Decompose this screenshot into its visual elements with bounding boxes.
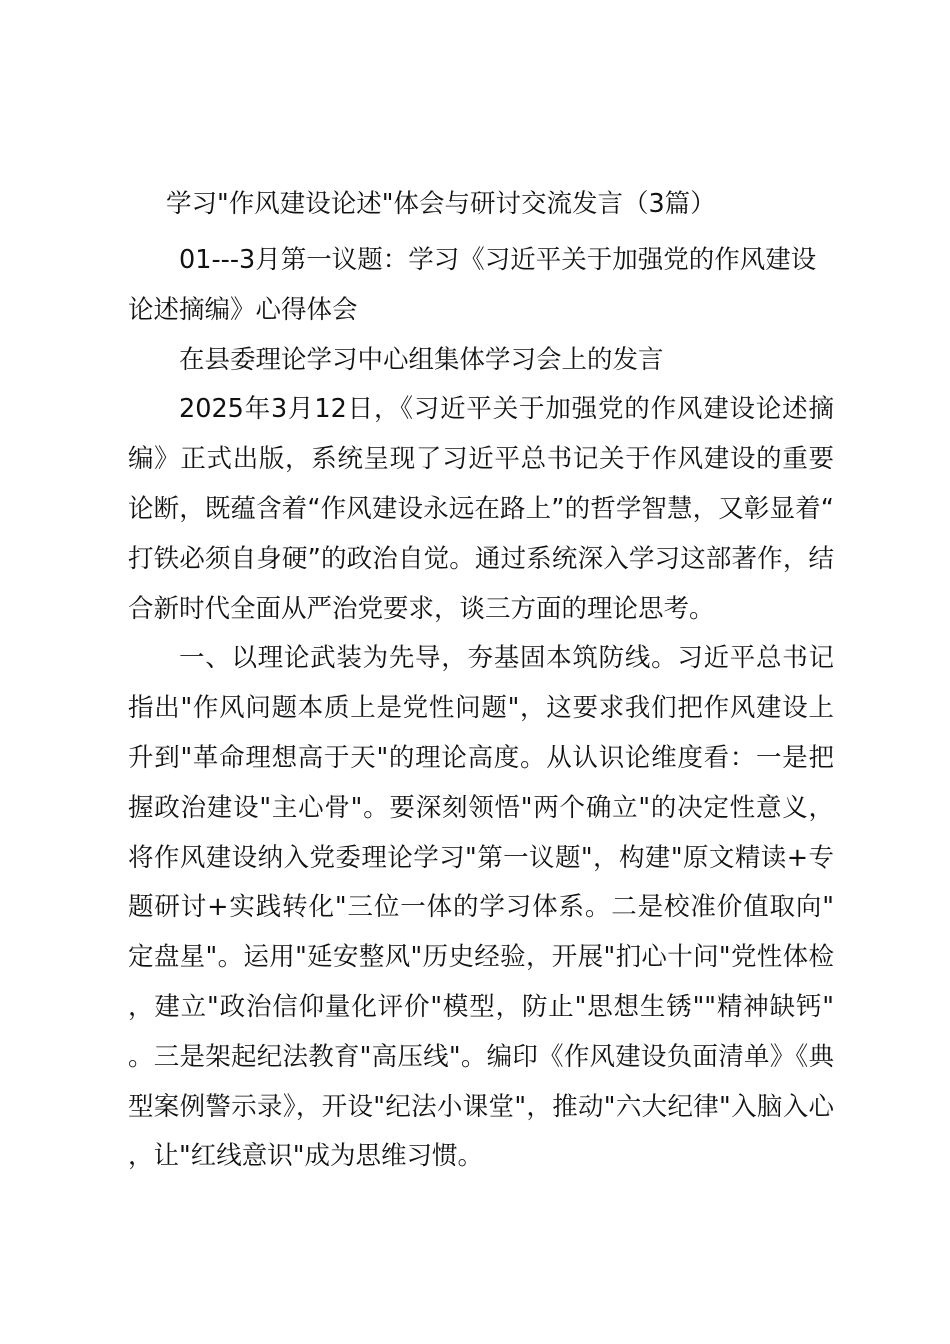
paragraph-introduction: 2025年3月12日，《习近平关于加强党的作风建设论述摘编》正式出版，系统呈现了习近平总书记关于作风建设的重要论断，既蕴含着“作风建设永远在路上”的哲学智慧，又彰显着“打铁必须自身硬”的政治自觉。通过系统深入学习这部著作，结合新时代全面从严治党要求，谈三方面的理论思考。 <box>128 394 834 624</box>
document-title: 学习"作风建设论述"体会与研讨交流发言（3篇） <box>166 189 716 219</box>
paragraph-first-topic: 01---3月第一议题：学习《习近平关于加强党的作风建设论述摘编》心得体会 <box>128 245 817 325</box>
paragraph-section-one: 一、以理论武装为先导，夯基固本筑防线。习近平总书记指出"作风问题本质上是党性问题"，这要求我们把作风建设上升到"革命理想高于天"的理论高度。从认识论维度看：一是把握政治建设"主心骨"。要深刻领悟"两个确立"的决定性意义，将作风建设纳入党委理论学习"第一议题"，构建"原文精读+专题研讨+实践转化"三位一体的学习体系。二是校准价值取向"定盘星"。运用"延安整风"历史经验，开展"扪心十问"党性体检，建立"政治信仰量化评价"模型，防止"思想生锈""精神缺钙"。三是架起纪法教育"高压线"。编印《作风建设负面清单》《典型案例警示录》，开设"纪法小课堂"，推动"六大纪律"入脑入心，让"红线意识"成为思维习惯。 <box>128 643 834 1172</box>
document-body <box>128 236 834 1182</box>
paragraph-occasion: 在县委理论学习中心组集体学习会上的发言 <box>179 344 664 375</box>
